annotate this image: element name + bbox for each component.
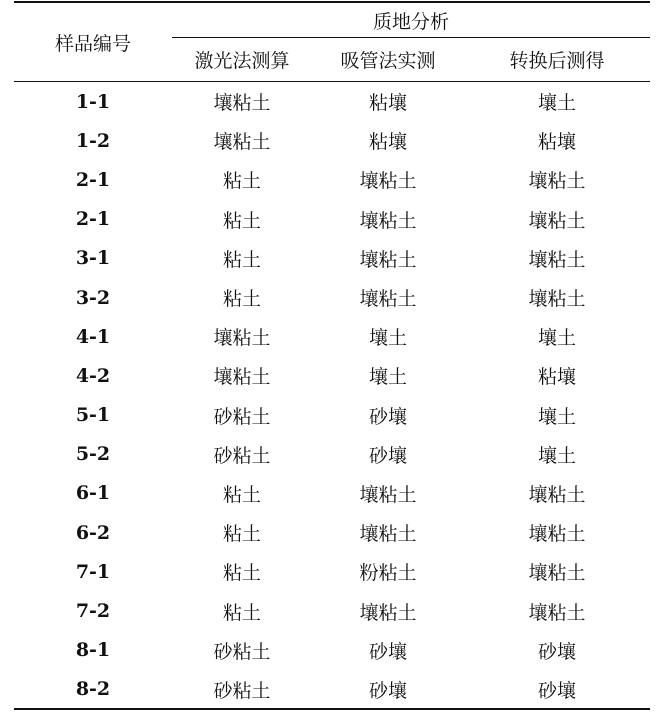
cell-laser: 砂粘土	[213, 444, 271, 467]
cell-pipette: 壤粘土	[359, 288, 417, 311]
header-col-converted: 转换后测得	[509, 50, 605, 72]
cell-laser: 砂粘土	[213, 679, 271, 702]
cell-sample-id: 3-1	[75, 247, 111, 270]
table-row	[14, 552, 650, 591]
cell-sample-id: 2-1	[75, 168, 111, 191]
header-col-laser: 激光法测算	[194, 50, 290, 72]
cell-laser: 粘土	[222, 170, 261, 193]
cell-laser: 粘土	[222, 601, 261, 624]
table-row	[14, 396, 650, 435]
cell-converted: 壤土	[537, 327, 576, 350]
cell-laser: 壤粘土	[213, 327, 271, 350]
header-sample-id: 样品编号	[54, 32, 131, 55]
cell-pipette: 粉粘土	[359, 562, 417, 585]
cell-pipette: 砂壤	[368, 640, 407, 663]
table-row	[14, 670, 650, 709]
cell-pipette: 壤粘土	[359, 601, 417, 624]
cell-sample-id: 4-2	[75, 364, 111, 387]
cell-pipette: 壤粘土	[359, 248, 417, 271]
cell-sample-id: 5-1	[75, 404, 111, 427]
cell-laser: 壤粘土	[213, 366, 271, 389]
cell-converted: 壤粘土	[528, 483, 586, 506]
cell-laser: 砂粘土	[213, 405, 271, 428]
cell-converted: 壤粘土	[528, 209, 586, 232]
cell-laser: 粘土	[222, 248, 261, 271]
cell-pipette: 砂壤	[368, 679, 407, 702]
cell-pipette: 壤粘土	[359, 483, 417, 506]
cell-sample-id: 8-1	[75, 639, 111, 662]
cell-converted: 壤粘土	[528, 248, 586, 271]
cell-sample-id: 7-2	[75, 600, 111, 623]
cell-laser: 粘土	[222, 209, 261, 232]
cell-laser: 壤粘土	[213, 92, 271, 115]
cell-laser: 粘土	[222, 483, 261, 506]
cell-pipette: 砂壤	[368, 405, 407, 428]
table-row	[14, 631, 650, 670]
cell-converted: 壤粘土	[528, 170, 586, 193]
texture-comparison-table	[14, 0, 650, 712]
cell-converted: 粘壤	[537, 366, 576, 389]
table-row	[14, 239, 650, 278]
cell-pipette: 壤粘土	[359, 523, 417, 546]
header-group-texture-analysis: 质地分析	[372, 10, 449, 33]
table-row	[14, 82, 650, 121]
cell-sample-id: 5-2	[75, 443, 111, 466]
cell-converted: 壤土	[537, 405, 576, 428]
cell-pipette: 粘壤	[368, 131, 407, 154]
cell-converted: 壤土	[537, 92, 576, 115]
cell-laser: 砂粘土	[213, 640, 271, 663]
cell-pipette: 壤土	[368, 366, 407, 389]
cell-pipette: 壤粘土	[359, 170, 417, 193]
table-row	[14, 356, 650, 395]
cell-converted: 砂壤	[537, 679, 576, 702]
cell-sample-id: 8-2	[75, 678, 111, 701]
cell-converted: 粘壤	[537, 131, 576, 154]
cell-laser: 粘土	[222, 562, 261, 585]
cell-converted: 壤粘土	[528, 562, 586, 585]
table-row	[14, 200, 650, 239]
table-row	[14, 317, 650, 356]
header-col-pipette: 吸管法实测	[340, 50, 436, 72]
cell-converted: 壤粘土	[528, 601, 586, 624]
table-row	[14, 435, 650, 474]
table-row	[14, 278, 650, 317]
cell-sample-id: 1-2	[75, 129, 111, 152]
table-row	[14, 474, 650, 513]
table-row	[14, 513, 650, 552]
cell-sample-id: 6-2	[75, 521, 111, 544]
table-bottom-rule	[14, 708, 650, 710]
cell-sample-id: 4-1	[75, 325, 111, 348]
cell-sample-id: 7-1	[75, 560, 111, 583]
cell-converted: 壤粘土	[528, 288, 586, 311]
cell-sample-id: 2-1	[75, 208, 111, 231]
table-row	[14, 591, 650, 630]
cell-pipette: 壤土	[368, 327, 407, 350]
cell-laser: 粘土	[222, 523, 261, 546]
cell-converted: 砂壤	[537, 640, 576, 663]
cell-pipette: 砂壤	[368, 444, 407, 467]
table-row	[14, 121, 650, 160]
cell-converted: 壤粘土	[528, 523, 586, 546]
table-body	[14, 82, 650, 709]
cell-pipette: 壤粘土	[359, 209, 417, 232]
cell-sample-id: 3-2	[75, 286, 111, 309]
table-row	[14, 160, 650, 199]
cell-laser: 粘土	[222, 288, 261, 311]
cell-sample-id: 1-1	[75, 90, 111, 113]
cell-laser: 壤粘土	[213, 131, 271, 154]
cell-pipette: 粘壤	[368, 92, 407, 115]
cell-converted: 壤土	[537, 444, 576, 467]
cell-sample-id: 6-1	[75, 482, 111, 505]
